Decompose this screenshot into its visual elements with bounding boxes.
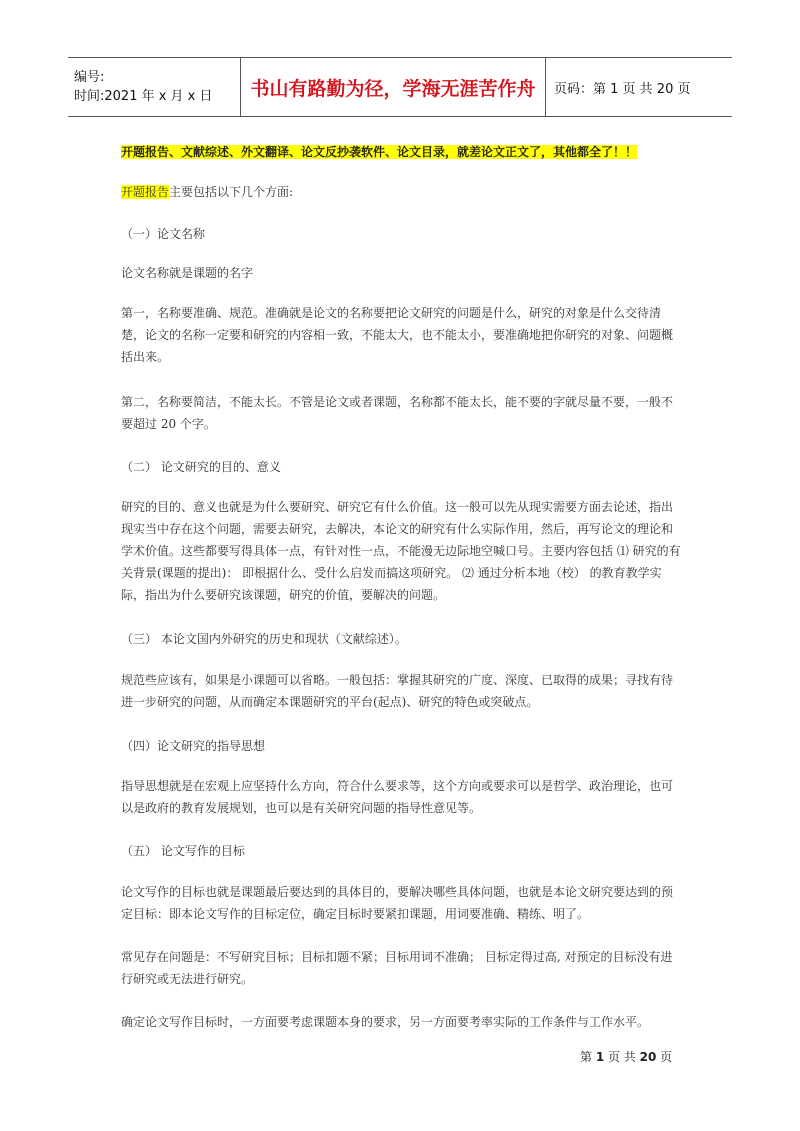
footer-middle: 页 共 bbox=[604, 1050, 640, 1064]
paragraph: 第一，名称要准确、规范。准确就是论文的名称要把论文研究的问题是什么，研究的对象是什么交待清楚，论文的名称一定要和研究的内容相一致，不能太大，也不能太小，要准确地把你研究的对象、问题概括出来。 bbox=[121, 306, 674, 364]
section-heading-5: （五） 论文写作的目标 bbox=[121, 844, 245, 858]
section-heading-3: （三） 本论文国内外研究的历史和现状（文献综述）。 bbox=[121, 632, 407, 646]
paragraph: 研究的目的、意义也就是为什么要研究、研究它有什么价值。这一般可以先从现实需要方面去论述，指出现实当中存在这个问题，需要去研究，去解决，本论文的研究有什么实际作用，然后，再写论文的理论和学术价值。这些都要写得具体一点，有针对性一点，不能漫无边际地空喊口号。主要内容包括 ⑴ 研究的有关背景(课题的提出)： 即根据什么、受什么启发而搞这项研究。 ⑵ 通过分析本地（校） 的教育教学实际，指出为什么要研究该课题，研究的价值，要解决的问题。 bbox=[121, 500, 681, 602]
document-header bbox=[68, 57, 732, 117]
section-heading-4: （四）论文研究的指导思想 bbox=[121, 739, 266, 753]
footer-prefix: 第 bbox=[580, 1050, 596, 1064]
paragraph: 第二，名称要简洁，不能太长。不管是论文或者课题，名称都不能太长，能不要的字就尽量不要，一般不要超过 20 个字。 bbox=[121, 395, 674, 431]
section-heading-2: （二） 论文研究的目的、意义 bbox=[121, 460, 281, 474]
paragraph: 确定论文写作目标时，一方面要考虑课题本身的要求，另一方面要考率实际的工作条件与工作水平。 bbox=[121, 1015, 650, 1029]
header-motto: 书山有路勤为径，学海无涯苦作舟 bbox=[241, 58, 546, 117]
number-label: 编号: bbox=[74, 70, 105, 85]
banner bbox=[121, 141, 683, 163]
intro-paragraph bbox=[121, 181, 683, 203]
footer-total-pages: 20 bbox=[639, 1050, 657, 1064]
footer-page-number: 1 bbox=[595, 1050, 605, 1064]
section-heading-1: （一）论文名称 bbox=[121, 227, 206, 241]
intro-highlight: 开题报告 bbox=[121, 185, 170, 199]
banner-highlight: 开题报告、文献综述、外文翻译、论文反抄袭软件、论文目录，就差论文正文了，其他都全了！！ bbox=[121, 145, 638, 159]
paragraph: 规范些应该有，如果是小课题可以省略。一般包括：掌握其研究的广度、深度、已取得的成果；寻找有待进一步研究的问题，从而确定本课题研究的平台(起点)、研究的特色或突破点。 bbox=[121, 673, 674, 709]
paragraph: 论文写作的目标也就是课题最后要达到的具体目的，要解决哪些具体问题，也就是本论文研究要达到的预定目标：即本论文写作的目标定位，确定目标时要紧扣课题，用词要准确、精练、明了。 bbox=[121, 885, 674, 921]
paragraph: 指导思想就是在宏观上应坚持什么方向，符合什么要求等，这个方向或要求可以是哲学、政治理论，也可以是政府的教育发展规划，也可以是有关研究问题的指导性意见等。 bbox=[121, 779, 674, 815]
header-meta bbox=[68, 58, 241, 117]
time-label: 时间:2021 年 x 月 x 日 bbox=[74, 89, 213, 104]
paragraph: 论文名称就是课题的名字 bbox=[121, 266, 254, 280]
header-page-label: 页码：第 1 页 共 20 页 bbox=[546, 58, 733, 117]
paragraph: 常见存在问题是：不写研究目标；目标扣题不紧；目标用词不准确； 目标定得过高, 对预定的目标没有进行研究或无法进行研究。 bbox=[121, 950, 673, 986]
page-footer bbox=[580, 1048, 672, 1065]
footer-suffix: 页 bbox=[656, 1050, 673, 1064]
intro-text: 主要包括以下几个方面: bbox=[169, 185, 294, 199]
